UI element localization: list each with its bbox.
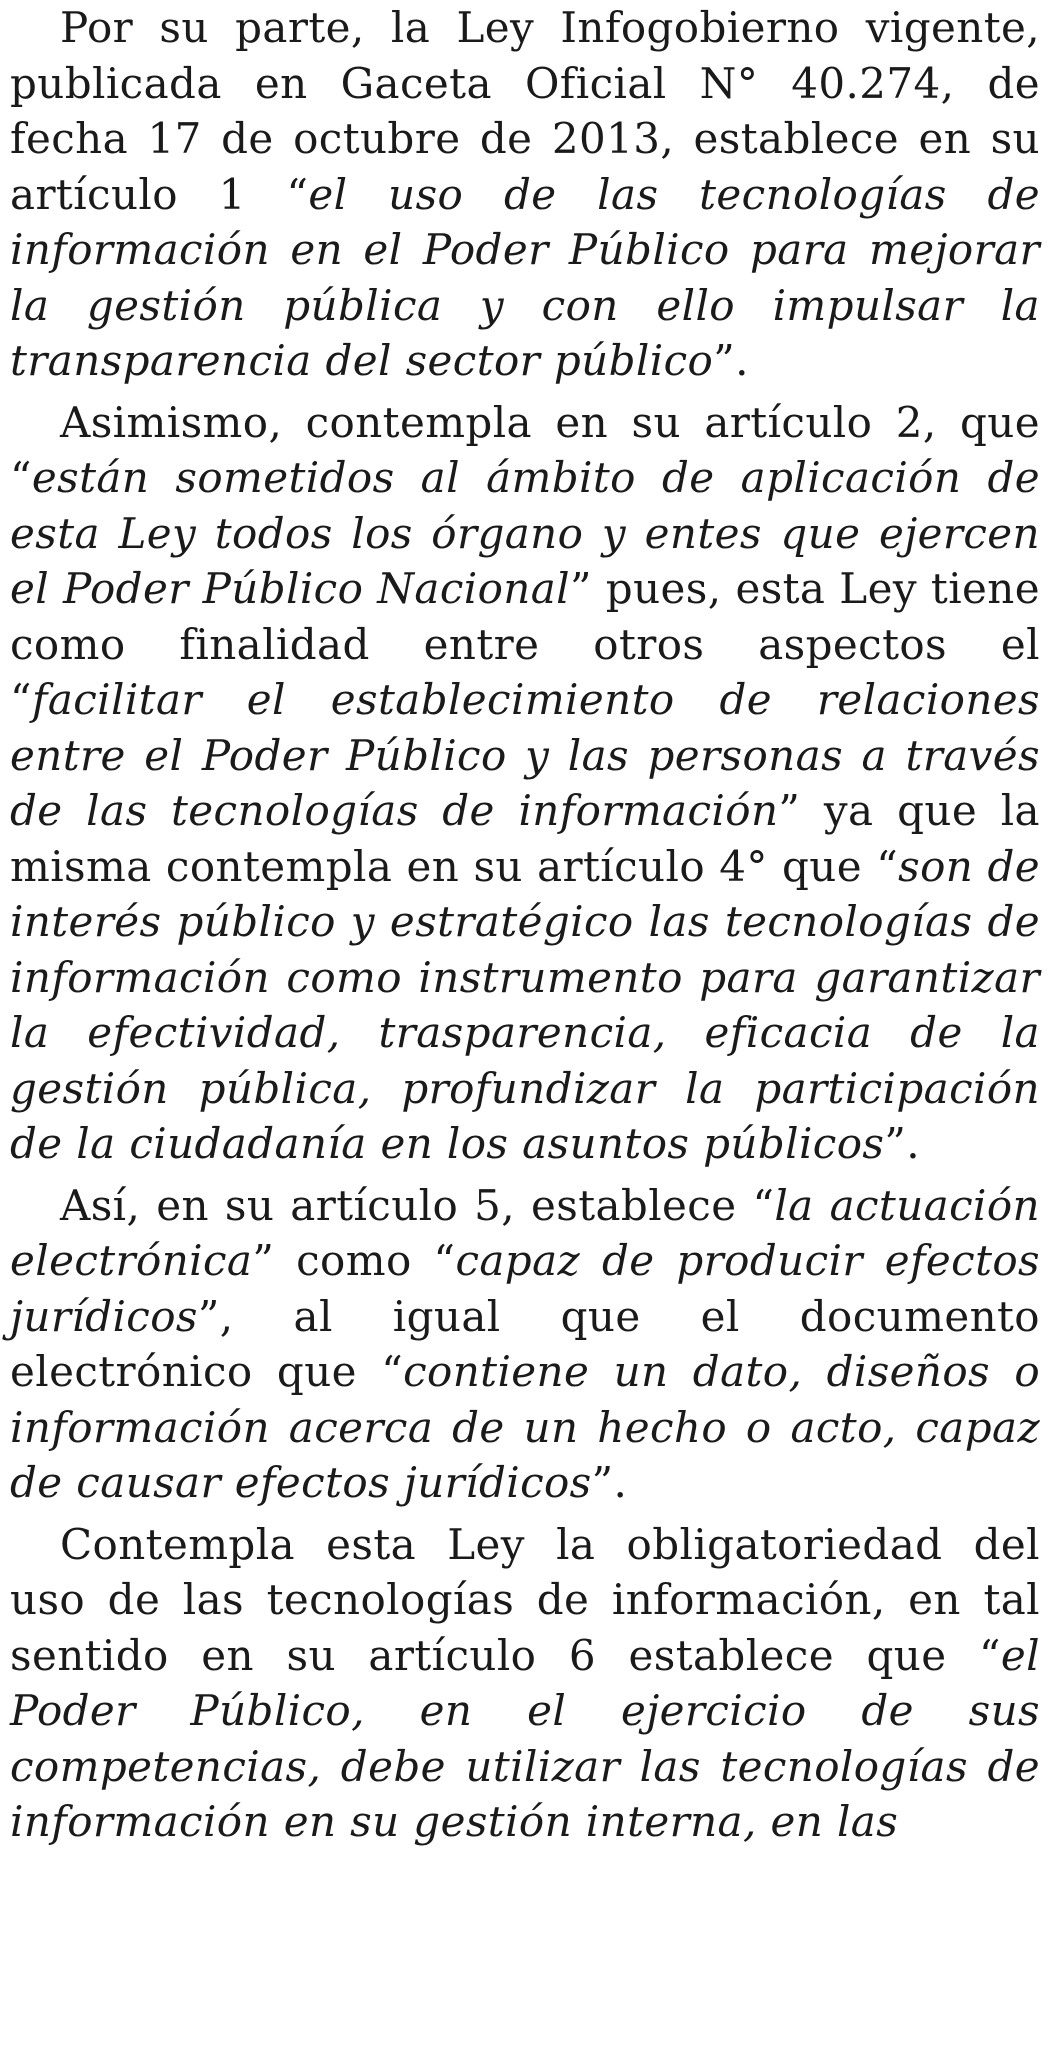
paragraph-1	[10, 0, 1040, 389]
text-segment: ” como “	[252, 1236, 456, 1285]
quoted-text: el Poder Público, en el ejercicio de sus competencias, debe utilizar las tecnologías de información en su gestión interna, en las	[10, 1630, 1040, 1846]
quoted-text: el uso de las tecnologías de información en el Poder Público para mejorar la gestión pública y con ello impulsar la transparencia del sector público	[10, 169, 1040, 385]
text-segment: ” pues, esta Ley tiene como finalidad entre otros aspectos el “	[10, 564, 1040, 724]
text-segment: Por su parte, la Ley Infogobierno vigente, publicada en Gaceta Oficial N° 40.274, de fecha 17 de octubre de 2013, establece en su artículo 1 “	[10, 3, 1040, 219]
quoted-text: capaz de producir efectos jurídicos	[10, 1236, 1041, 1341]
document-page	[10, 0, 1040, 1850]
quoted-text: están sometidos al ámbito de aplicación de esta Ley todos los órgano y entes que ejercen el Poder Público Nacional	[10, 453, 1040, 613]
paragraph-4	[10, 1517, 1040, 1850]
text-segment: Así, en su artículo 5, establece “	[60, 1180, 775, 1230]
text-segment: ”, al igual que el documento electrónico que “	[10, 1291, 1040, 1396]
text-segment: ” ya que la misma contempla en su artículo 4° que “	[10, 786, 1040, 891]
paragraph-2	[10, 395, 1040, 1172]
quoted-text: contiene un dato, diseños o información acerca de un hecho o acto, capaz de causar efectos jurídicos	[10, 1347, 1041, 1507]
text-segment: ”.	[884, 1119, 920, 1168]
paragraph-3	[10, 1178, 1040, 1511]
quoted-text: facilitar el establecimiento de relaciones entre el Poder Público y las personas a través de las tecnologías de información	[10, 675, 1040, 835]
text-segment: Asimismo, contempla en su artículo 2, que “	[10, 397, 1040, 502]
text-segment: ”.	[713, 336, 749, 385]
quoted-text: son de interés público y estratégico las tecnologías de información como instrumento para garantizar la efectividad, trasparencia, eficacia de la gestión pública, profundizar la participación de la ciudadanía en los asuntos públicos	[10, 841, 1040, 1168]
quoted-text: la actuación electrónica	[10, 1180, 1040, 1285]
text-segment: ”.	[591, 1458, 628, 1507]
text-segment: Contempla esta Ley la obligatoriedad del uso de las tecnologías de información, en tal sentido en su artículo 6 establece que “	[10, 1519, 1040, 1680]
